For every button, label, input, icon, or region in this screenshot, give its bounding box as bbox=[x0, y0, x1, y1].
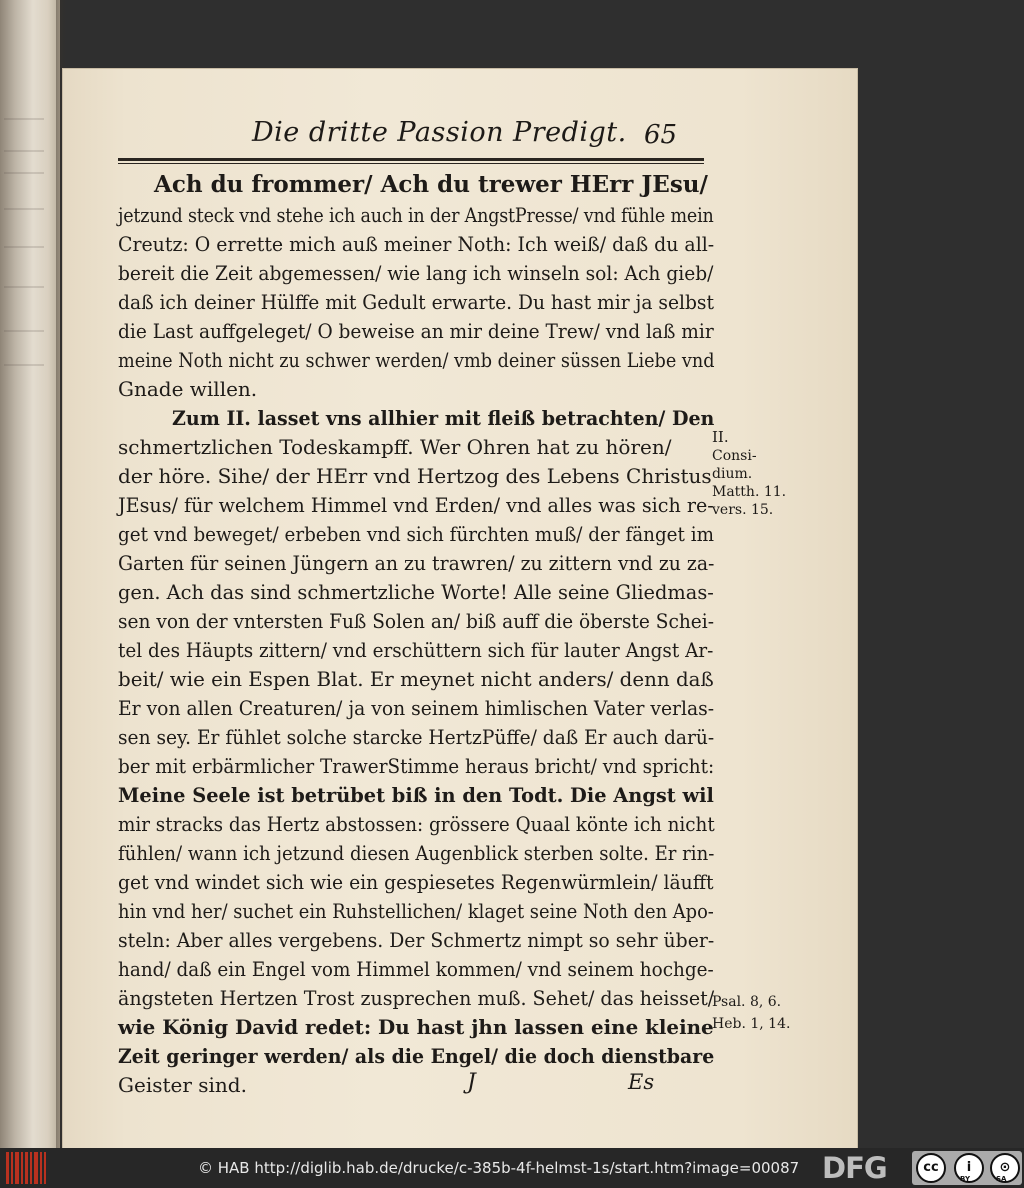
text-line: Meine Seele ist betrübet biß in den Todt. Die Angst wil bbox=[118, 783, 714, 807]
text-line: ängsteten Hertzen Trost zusprechen muß. Sehet/ das heisset/ bbox=[118, 986, 715, 1010]
footer-bar bbox=[0, 1148, 1024, 1188]
margin-note: Psal. 8, 6. bbox=[712, 994, 782, 1010]
text-line: Er von allen Creaturen/ ja von seinem himlischen Vater verlas- bbox=[118, 696, 715, 720]
text-line: mir stracks das Hertz abstossen: grössere Quaal könte ich nicht bbox=[118, 812, 715, 836]
barcode-icon bbox=[6, 1152, 46, 1184]
sa-label: SA bbox=[996, 1175, 1007, 1183]
text-line: steln: Aber alles vergebens. Der Schmertz nimpt so sehr über- bbox=[118, 928, 715, 952]
text-line: die Last auffgeleget/ O beweise an mir deine Trew/ vnd laß mir bbox=[118, 319, 714, 343]
text-line: daß ich deiner Hülffe mit Gedult erwarte. Du hast mir ja selbst bbox=[118, 290, 715, 314]
cc-icon: cc bbox=[916, 1153, 946, 1183]
head-rule-thin bbox=[118, 163, 704, 164]
license-badge[interactable] bbox=[912, 1151, 1022, 1185]
text-line: get vnd windet sich wie ein gespiesetes Regenwürmlein/ läufft bbox=[118, 870, 714, 894]
text-line: hand/ daß ein Engel vom Himmel kommen/ vnd seinem hochge- bbox=[118, 957, 714, 981]
text-line: gen. Ach das sind schmertzliche Worte! Alle seine Gliedmas- bbox=[118, 580, 714, 604]
text-line: JEsus/ für welchem Himmel vnd Erden/ vnd alles was sich re- bbox=[118, 493, 714, 517]
margin-note: Heb. 1, 14. bbox=[712, 1016, 791, 1032]
text-line: fühlen/ wann ich jetzund diesen Augenblick sterben solte. Er rin- bbox=[118, 841, 715, 865]
margin-note: Consi- bbox=[712, 448, 757, 464]
by-icon: i bbox=[954, 1153, 984, 1183]
margin-note: vers. 15. bbox=[712, 502, 774, 518]
source-link[interactable]: © HAB http://diglib.hab.de/drucke/c-385b-4f-helmst-1s/start.htm?image=00087 bbox=[198, 1159, 800, 1177]
text-line: sen sey. Er fühlet solche starcke HertzPüffe/ daß Er auch darü- bbox=[118, 725, 715, 749]
margin-note: dium. bbox=[712, 466, 753, 482]
head-rule bbox=[118, 158, 704, 161]
signature-mark: J bbox=[467, 1070, 476, 1095]
dfg-logo: DFG bbox=[822, 1151, 887, 1185]
catchword: Es bbox=[628, 1070, 655, 1094]
text-line: Zum II. lasset vns allhier mit fleiß betrachten/ Den bbox=[172, 406, 715, 430]
text-line: sen von der vntersten Fuß Solen an/ biß auff die öberste Schei- bbox=[118, 609, 715, 633]
sa-icon: ⊙ bbox=[990, 1153, 1020, 1183]
text-line: Gnade willen. bbox=[118, 377, 258, 401]
text-line: get vnd beweget/ erbeben vnd sich fürchten muß/ der fänget im bbox=[118, 522, 714, 546]
margin-note: II. bbox=[712, 428, 729, 446]
text-line: Geister sind. bbox=[118, 1073, 247, 1097]
text-line: schmertzlichen Todeskampff. Wer Ohren hat zu hören/ bbox=[118, 435, 672, 459]
text-line: Zeit geringer werden/ als die Engel/ die doch dienstbare bbox=[118, 1044, 715, 1068]
text-line: meine Noth nicht zu schwer werden/ vmb deiner süssen Liebe vnd bbox=[118, 348, 715, 372]
running-head: Die dritte Passion Predigt. bbox=[252, 117, 627, 148]
text-line: Ach du frommer/ Ach du trewer HErr JEsu/ bbox=[154, 171, 708, 198]
text-line: hin vnd her/ suchet ein Ruhstellichen/ klaget seine Noth den Apo- bbox=[118, 899, 714, 923]
page-number: 65 bbox=[644, 120, 678, 150]
text-line: Garten für seinen Jüngern an zu trawren/ zu zittern vnd zu za- bbox=[118, 551, 715, 575]
by-label: BY bbox=[960, 1175, 971, 1183]
text-line: bereit die Zeit abgemessen/ wie lang ich winseln sol: Ach gieb/ bbox=[118, 261, 714, 285]
text-line: jetzund steck vnd stehe ich auch in der AngstPresse/ vnd fühle mein bbox=[118, 203, 714, 227]
text-line: tel des Häupts zittern/ vnd erschüttern sich für lauter Angst Ar- bbox=[118, 638, 714, 662]
previous-page-edge bbox=[0, 0, 60, 1148]
margin-note: Matth. 11. bbox=[712, 484, 787, 500]
text-line: beit/ wie ein Espen Blat. Er meynet nicht anders/ denn daß bbox=[118, 667, 714, 691]
book-page bbox=[62, 68, 858, 1148]
text-line: Creutz: O errette mich auß meiner Noth: Ich weiß/ daß du all- bbox=[118, 232, 715, 256]
text-line: der höre. Sihe/ der HErr vnd Hertzog des Lebens Christus bbox=[118, 464, 712, 488]
text-line: ber mit erbärmlicher TrawerStimme heraus bricht/ vnd spricht: bbox=[118, 754, 715, 778]
text-line: wie König David redet: Du hast jhn lassen eine kleine bbox=[118, 1015, 714, 1039]
